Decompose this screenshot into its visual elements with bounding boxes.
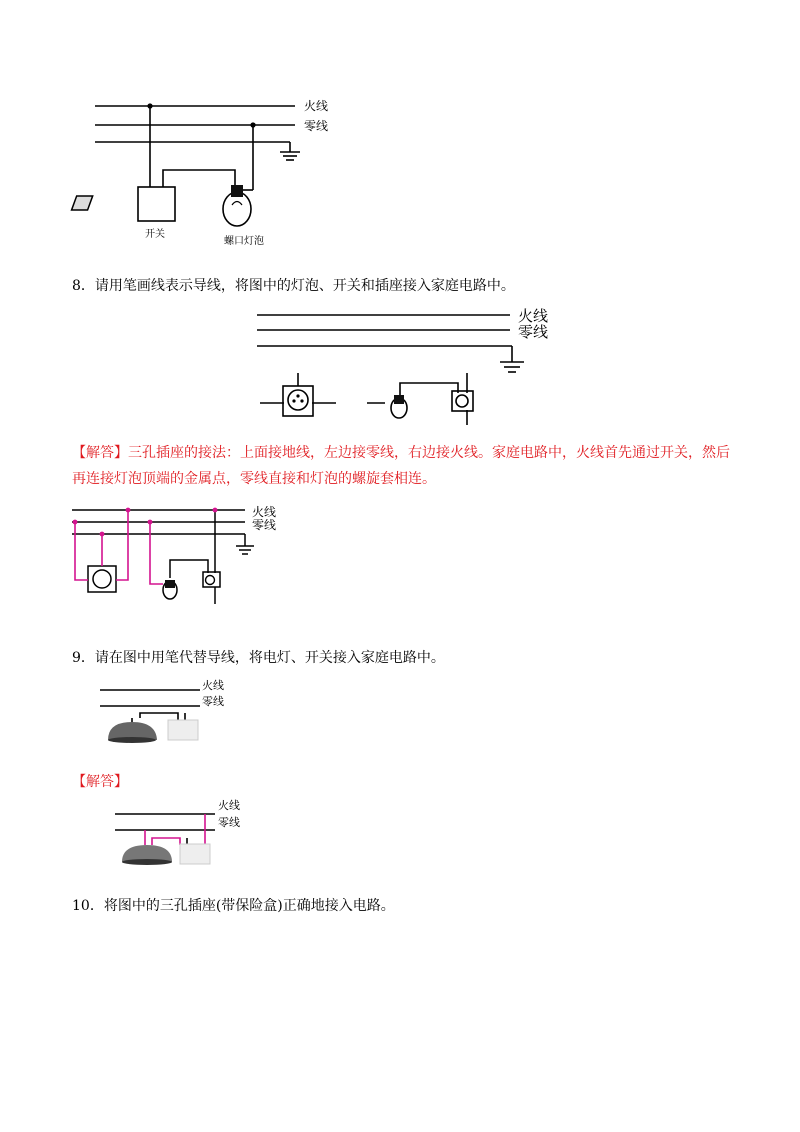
live-wire-label: 火线: [202, 679, 224, 692]
circuit-diagram-7: [0, 0, 800, 260]
circuit-diagram-8: [0, 300, 800, 440]
socket-face: [288, 390, 308, 410]
answer-tag: 【解答】: [72, 774, 128, 790]
live-wire-label: 火线: [252, 505, 277, 519]
bulb-label: 螺口灯泡: [224, 236, 264, 247]
circuit-diagram-9: [0, 678, 800, 748]
switch-plate: [168, 720, 198, 740]
switch-label: 开关: [145, 229, 165, 240]
switch-box: [138, 187, 175, 221]
neutral-wire-label: 零线: [218, 816, 240, 829]
question-8: 8．请用笔画线表示导线，将图中的灯泡、开关和插座接入家庭电路中。: [72, 278, 515, 294]
answer-9: [72, 769, 128, 795]
live-wire-label: 火线: [304, 99, 329, 113]
switch-box: [452, 391, 473, 411]
neutral-wire-label: 零线: [252, 518, 277, 532]
neutral-wire-label: 零线: [518, 323, 549, 341]
bulb-screw-base: [231, 185, 243, 197]
question-10: 10．将图中的三孔插座(带保险盒)正确地接入电路。: [72, 898, 395, 914]
neutral-wire-label: 零线: [304, 119, 329, 133]
live-wire-label: 火线: [518, 307, 549, 325]
switch-plate: [180, 844, 210, 864]
answer-8: [72, 440, 732, 492]
circuit-diagram-answer-9: [0, 800, 800, 870]
switch-toggle: [72, 196, 93, 210]
question-9: 9．请在图中用笔代替导线，将电灯、开关接入家庭电路中。: [72, 650, 445, 666]
answer-tag: 【解答】: [72, 445, 128, 461]
live-wire-label: 火线: [218, 799, 240, 812]
circuit-diagram-answer-8: [0, 500, 800, 610]
answer-text: 三孔插座的接法：上面接地线，左边接零线，右边接火线。家庭电路中，火线首先通过开关，然后再连接灯泡顶端的金属点，零线直接和灯泡的螺旋套相连。: [72, 445, 730, 487]
bulb-glass: [223, 192, 251, 226]
neutral-wire-label: 零线: [202, 695, 224, 708]
